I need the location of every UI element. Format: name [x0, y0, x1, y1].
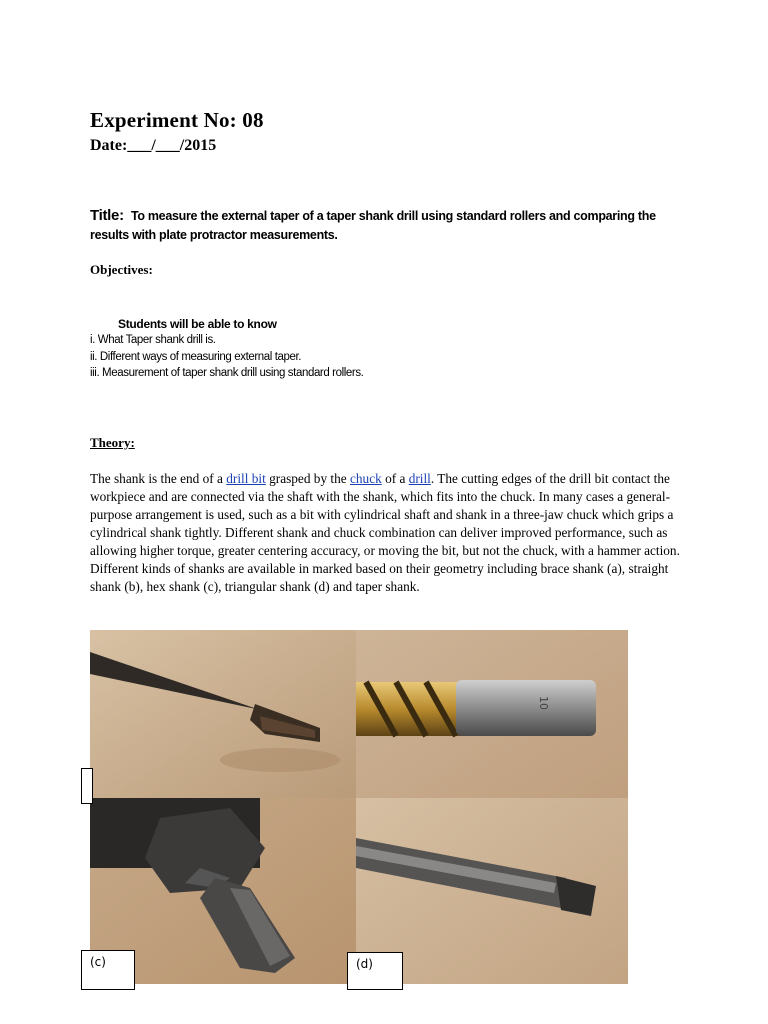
drill-link[interactable]: drill [408, 471, 431, 486]
theory-text: . The cutting edges of the drill bit contact the workpiece and are connected via the shaft with the shank, which fits into the chuck. In many cases a general-purpose arrangement is used, such as a bit with cylindrical shaft and shank in a three-jaw chuck which grips a cylindrical shank tightly. Different shank and chuck combination can deliver improved performance, such as allowing higher torque, greater centering accuracy, or moving the bit, but not the chuck, with a hammer action. [90, 471, 680, 558]
theory-text: grasped by the [265, 471, 350, 486]
objective-item: iii. Measurement of taper shank drill using standard rollers. [90, 367, 364, 379]
svg-text:10: 10 [537, 696, 550, 710]
objectives-list [90, 332, 363, 382]
chuck-link[interactable]: chuck [350, 471, 382, 486]
objective-item: ii. Different ways of measuring external taper. [90, 350, 302, 363]
objectives-heading: Objectives: [90, 262, 153, 277]
date-line: Date:___/___/2015 [90, 137, 217, 154]
theory-heading: Theory: [90, 435, 135, 450]
experiment-number: Experiment No: 08 [90, 108, 264, 132]
theory-text: The shank is the end of a [90, 471, 227, 486]
label-d-box: (d) [347, 952, 403, 990]
title-text: To measure the external taper of a taper shank drill using standard rollers and comparing the results with plate protractor measurements. [90, 209, 656, 242]
title-label: Title: [90, 207, 124, 224]
label-a-box [81, 768, 93, 804]
theory-paragraph [90, 470, 690, 596]
objective-item: i. What Taper shank drill is. [90, 334, 216, 346]
label-c-box: (c) [81, 950, 135, 990]
theory-text-2: Different kinds of shanks are available in marked based on their geometry including brace shank (a), straight shank (b), hex shank (c), triangular shank (d) and taper shank. [90, 561, 669, 594]
photo-straight-shank [356, 630, 628, 798]
theory-text: of a [381, 471, 409, 486]
drill-bit-link[interactable]: drill bit [226, 471, 266, 486]
photo-brace-shank [90, 630, 356, 798]
title-block [90, 206, 690, 245]
objectives-intro: Students will be able to know [118, 317, 277, 331]
